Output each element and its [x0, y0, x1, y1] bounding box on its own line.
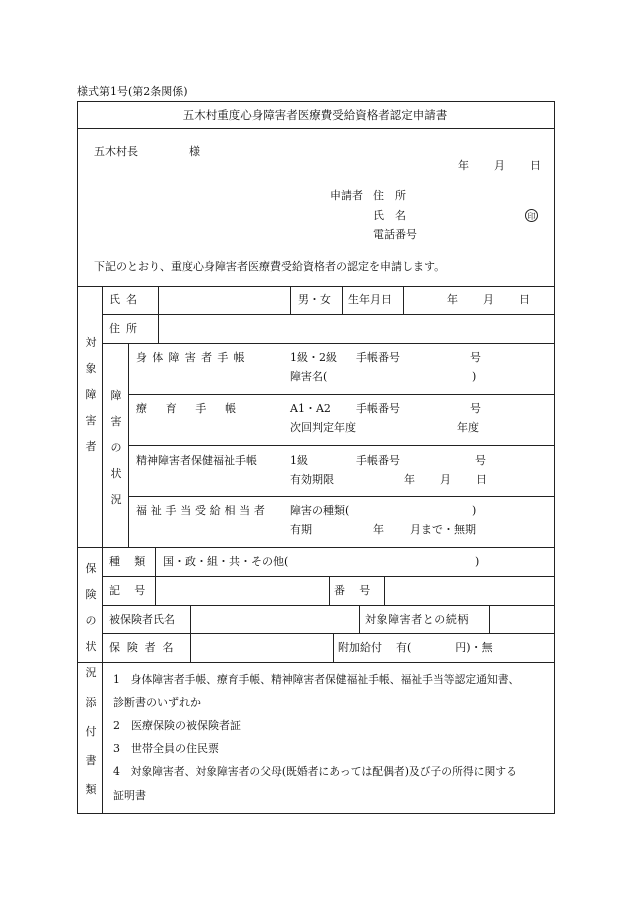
- divider: [102, 633, 555, 634]
- divider: [290, 286, 291, 314]
- validity-month-label: 月: [440, 473, 451, 486]
- divider: [155, 547, 156, 576]
- divider: [128, 394, 555, 395]
- form-title: 五木村重度心身障害者医療費受給資格者認定申請書: [182, 108, 448, 122]
- disability-name-label: 障害名(: [290, 370, 328, 383]
- number-label: 番号: [334, 584, 385, 597]
- divider: [403, 286, 404, 314]
- disability-name-close: ): [472, 370, 477, 383]
- attachment-item-2: 2 医療保険の被保険者証: [113, 719, 241, 732]
- symbol-label: 記号: [109, 584, 160, 597]
- subject-name-label: 氏名: [109, 293, 144, 306]
- disability-type-label: 障害の種類(: [290, 504, 350, 517]
- date-day-label: 日: [530, 159, 541, 172]
- divider: [384, 576, 385, 605]
- attachment-item-3: 3 世帯全員の住民票: [113, 742, 219, 755]
- ryoiku-number-suffix: 号: [470, 402, 481, 415]
- divider: [77, 286, 555, 287]
- mental-handbook-label: 精神障害者保健福祉手帳: [136, 454, 257, 467]
- mental-number-label: 手帳番号: [356, 454, 400, 467]
- application-statement: 下記のとおり、重度心身障害者医療費受給資格者の認定を申請します。: [94, 260, 446, 273]
- physical-number-label: 手帳番号: [356, 351, 400, 364]
- divider: [102, 286, 103, 547]
- applicant-label: 申請者: [330, 189, 363, 202]
- ryoiku-grade-options: A1・A2: [290, 402, 331, 415]
- divider: [128, 496, 555, 497]
- term-until-label: 月まで・無期: [410, 523, 476, 536]
- divider: [489, 605, 490, 633]
- divider: [102, 605, 555, 606]
- birth-month-label: 月: [483, 293, 494, 306]
- applicant-address-label: 住 所: [373, 189, 406, 202]
- disability-type-close: ): [472, 504, 477, 517]
- date-year-label: 年: [458, 159, 469, 172]
- physical-handbook-label: 身体障害者手帳: [136, 351, 250, 364]
- attachment-item-4: 4 対象障害者、対象障害者の父母(既婚者にあっては配偶者)及び子の所得に関する: [113, 765, 517, 778]
- insurance-type-options: 国・政・組・共・その他(: [163, 555, 289, 568]
- subject-address-label: 住所: [109, 322, 144, 335]
- validity-label: 有効期限: [290, 473, 334, 486]
- insurer-name-label: 保険者名: [109, 641, 181, 654]
- divider: [359, 605, 360, 633]
- ryoiku-number-label: 手帳番号: [356, 402, 400, 415]
- relation-label: 対象障害者との続柄: [365, 613, 469, 626]
- addressee: 五木村長: [94, 145, 138, 158]
- divider: [128, 445, 555, 446]
- mental-number-suffix: 号: [475, 454, 486, 467]
- insured-name-label: 被保険者氏名: [109, 613, 175, 626]
- birth-day-label: 日: [519, 293, 530, 306]
- term-label: 有期: [290, 523, 312, 536]
- divider: [77, 547, 555, 548]
- applicant-phone-label: 電話番号: [373, 228, 417, 241]
- form-number: 様式第1号(第2条関係): [77, 85, 188, 98]
- next-judgment-label: 次回判定年度: [290, 421, 356, 434]
- insurance-type-close: ): [475, 555, 480, 568]
- seal-mark: 印: [525, 209, 538, 222]
- divider: [77, 662, 555, 663]
- gender-options: 男・女: [298, 293, 331, 306]
- honorific: 様: [189, 145, 200, 158]
- divider: [102, 343, 555, 344]
- divider: [329, 576, 330, 605]
- attachment-item-1-cont: 診断書のいずれか: [113, 696, 201, 709]
- welfare-allowance-label: 福祉手当受給相当者: [136, 504, 269, 517]
- subject-section-label: 対 象 障 害 者: [85, 336, 97, 453]
- divider: [77, 128, 555, 129]
- divider: [342, 286, 343, 314]
- additional-benefit-label: 附加給付: [338, 641, 382, 654]
- birth-year-label: 年: [447, 293, 458, 306]
- attachments-section-label: 添 付 書 類: [85, 696, 97, 796]
- birth-date-label: 生年月日: [348, 293, 392, 306]
- additional-benefit-options: 有( 円)・無: [396, 641, 493, 654]
- term-year-label: 年: [373, 523, 384, 536]
- mental-grade: 1級: [290, 454, 308, 467]
- physical-grade-options: 1級・2級: [290, 351, 337, 364]
- ryoiku-handbook-label: 療 育 手 帳: [136, 402, 240, 415]
- attachment-item-1: 1 身体障害者手帳、療育手帳、精神障害者保健福祉手帳、福祉手当等認定通知書、: [113, 673, 520, 686]
- judgment-year-suffix: 年度: [457, 421, 479, 434]
- validity-year-label: 年: [404, 473, 415, 486]
- insurance-type-label: 種類: [109, 555, 160, 568]
- disability-status-label: 障 害 の 状 況: [110, 389, 122, 506]
- divider: [102, 314, 555, 315]
- divider: [102, 662, 103, 814]
- applicant-name-label: 氏 名: [373, 209, 406, 222]
- physical-number-suffix: 号: [470, 351, 481, 364]
- validity-day-label: 日: [476, 473, 487, 486]
- insurance-section-label: 保 険 の 状 況: [85, 562, 97, 679]
- divider: [333, 633, 334, 662]
- date-month-label: 月: [494, 159, 505, 172]
- divider: [155, 576, 156, 605]
- attachment-item-4-cont: 証明書: [113, 789, 146, 802]
